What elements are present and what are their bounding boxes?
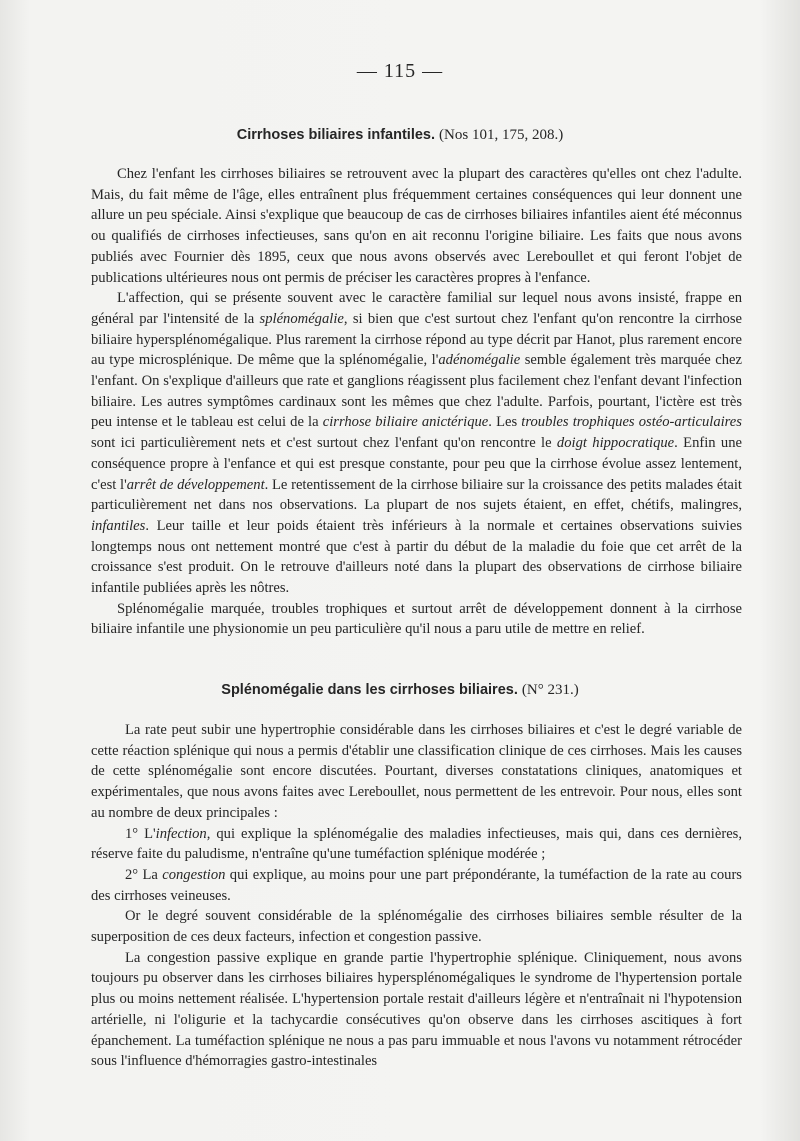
- paragraph: [91, 865, 742, 906]
- paragraph: Chez l'enfant les cirrhoses biliaires se retrouvent avec la plupart des caractères qu'elles ont chez l'adulte. Mais, du fait même de l'âge, elles entraînent plus fréquemment certaines conséquences qui leur donnent une allure un peu spéciale. Ainsi s'explique que beaucoup de cas de cirrhoses biliaires infantiles aient été méconnus ou qualifiés de cirrhoses infectieuses, sans qu'on en ait reconnu l'origine biliaire. Les faits que nous avons publiés avec Fournier dès 1895, ceux que nous avons observés avec Lereboullet et qui feront l'objet de publications ultérieures nous ont permis de préciser les caractères propres à l'enfance.: [91, 166, 742, 286]
- text-run: 1° L': [125, 825, 156, 842]
- italic-term: splénomégalie: [259, 310, 344, 327]
- italic-term: doigt hippocratique: [556, 435, 675, 452]
- text-run: , si bien que c'est surtout chez l'enfant qu'on rencontre la cirrhose biliaire hypersplénomégalique. Plus rarement la cirrhose répond au type décrit par Hanot, plus rarement encore au type microsplénique. De même que la splénomégalie, l': [91, 310, 742, 369]
- text-run: , qui explique la splénomégalie des maladies infectieuses, mais qui, dans ces dernières, réserve faite du paludisme, n'entraîne qu'une tuméfaction splénique modérée ;: [91, 825, 742, 863]
- text-run: qui explique, au moins pour une part prépondérante, la tuméfaction de la rate au cours des cirrhoses veineuses.: [91, 866, 742, 904]
- italic-term: infection: [155, 825, 207, 842]
- paragraph: La congestion passive explique en grande partie l'hypertrophie splénique. Cliniquement, nous avons toujours pu observer dans les cirrhoses biliaires hypersplénomégaliques le syndrome de l'hypertension portale plus ou moins nettement réalisée. L'hypertension portale restait d'ailleurs légère et n'entraînait ni l'hypotension artérielle, ni l'oligurie et la tachycardie consécutives qu'on observe dans les cirrhoses ascitiques à fort épanchement. La tuméfaction splénique ne nous a pas paru immuable et nous l'avons vu notamment rétrocéder sous l'influence d'hémorragies gastro-intestinales: [91, 949, 742, 1070]
- italic-term: troubles trophiques ostéo-articulaires: [521, 414, 742, 431]
- section-body-splenomegalie: [91, 720, 742, 1072]
- italic-term: adénomégalie: [438, 352, 521, 369]
- text-run: sont ici particulièrement nets et c'est surtout chez l'enfant qu'on rencontre le: [91, 435, 557, 452]
- text-run: 2° La: [125, 866, 163, 883]
- paragraph: Or le degré souvent considérable de la splénomégalie des cirrhoses biliaires semble résulter de la superposition de ces deux facteurs, infection et congestion passive.: [91, 908, 742, 946]
- page-number: — 115 —: [356, 60, 444, 82]
- text-run: . Les: [488, 414, 522, 431]
- paragraph: [91, 824, 742, 865]
- paragraph: [91, 288, 742, 599]
- italic-term: arrêt de développement: [126, 476, 265, 493]
- paragraph: Splénomégalie marquée, troubles trophiques et surtout arrêt de développement donnent à la cirrhose biliaire infantile une physionomie un peu particulière qu'il nous a paru utile de mettre en relief.: [91, 600, 742, 638]
- section-body-cirrhoses-infantiles: [91, 164, 742, 640]
- italic-term: infantiles: [91, 517, 146, 534]
- section-heading-cirrhoses-infantiles: [0, 127, 800, 144]
- section-references: (Nos 101, 175, 208.): [439, 127, 564, 143]
- text-run: semble également très marquée chez l'enfant. On s'explique d'ailleurs que rate et ganglions réagissent plus facilement chez l'enfant devant l'infection biliaire. Les autres symptômes cardinaux sont les mêmes que chez l'adulte. Parfois, pourtant, l'ictère est très peu intense et le tableau est celui de la: [91, 352, 743, 431]
- text-run: . Le retentissement de la cirrhose biliaire sur la croissance des petits malades était particulièrement net dans nos observations. La plupart de nos sujets étaient, en effet, chétifs, malingres,: [91, 476, 742, 514]
- section-heading-splenomegalie: [0, 682, 800, 699]
- text-run: . Enfin une conséquence propre à l'enfance et qui est presque constante, pour peu que la cirrhose évolue assez lentement, c'est l': [91, 435, 742, 493]
- text-run: L'affection, qui se présente souvent avec le caractère familial sur lequel nous avons insisté, frappe en général par l'intensité de la: [91, 290, 742, 327]
- italic-term: congestion: [162, 866, 226, 883]
- italic-term: cirrhose biliaire anictérique: [322, 414, 489, 431]
- section-references: (N° 231.): [521, 682, 579, 698]
- text-run: . Leur taille et leur poids étaient très inférieurs à la normale et certaines observations suivies longtemps nous ont nettement montré que c'est à partir du début de la maladie du foie que cet arrêt de la croissance s'est produit. On le retrouve d'ailleurs noté dans la plupart des observations de cirrhose biliaire infantile publiées après les nôtres.: [91, 517, 742, 597]
- section-title: Cirrhoses biliaires infantiles.: [236, 127, 436, 143]
- section-title: Splénomégalie dans les cirrhoses biliaires.: [221, 682, 518, 698]
- paragraph: La rate peut subir une hypertrophie considérable dans les cirrhoses biliaires et c'est le degré variable de cette réaction splénique qui nous a permis d'établir une classification clinique de ces cirrhoses. Mais les causes de cette splénomégalie sont encore discutées. Pourtant, diverses constatations cliniques, anatomiques et expérimentales, que nous avons faites avec Lereboullet, nous permettent de les entrevoir. Pour nous, elles sont au nombre de deux principales :: [91, 722, 742, 821]
